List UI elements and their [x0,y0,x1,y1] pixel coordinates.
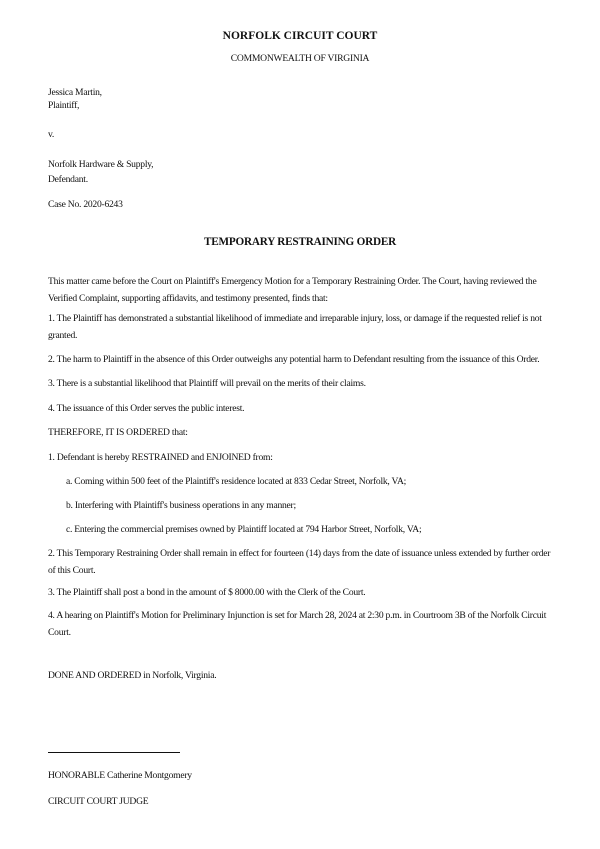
finding-2: 2. The harm to Plaintiff in the absence of this Order outweighs any potential harm to Defendant resulting from the issuance of this Order. [48,354,540,365]
done-and-ordered: DONE AND ORDERED in Norfolk, Virginia. [48,670,217,681]
signature-line [48,752,180,753]
intro-paragraph: This matter came before the Court on Plaintiff's Emergency Motion for a Temporary Restraining Order. The Court, having reviewed the Verified Complaint, supporting affidavits, and testimony presented, finds that: [48,276,537,304]
restriction-b: b. Interfering with Plaintiff's business operations in any manner; [66,500,296,511]
order-item-2: 2. This Temporary Restraining Order shall remain in effect for fourteen (14) days from the date of issuance unless extended by further order of this Court. [48,548,551,576]
order-item-4: 4. A hearing on Plaintiff's Motion for Preliminary Injunction is set for March 28, 2024 at 2:30 p.m. in Courtroom 3B of the Norfolk Circuit Court. [48,610,547,638]
order-title: TEMPORARY RESTRAINING ORDER [203,236,397,248]
court-name: NORFOLK CIRCUIT COURT [222,30,378,42]
order-item-3: 3. The Plaintiff shall post a bond in the amount of $ 8000.00 with the Clerk of the Court. [48,587,366,598]
plaintiff-role: Plaintiff, [48,100,80,111]
judge-title: CIRCUIT COURT JUDGE [48,796,149,807]
finding-3: 3. There is a substantial likelihood that Plaintiff will prevail on the merits of their claims. [48,378,366,389]
finding-4: 4. The issuance of this Order serves the public interest. [48,403,245,414]
therefore-clause: THEREFORE, IT IS ORDERED that: [48,427,188,438]
finding-1: 1. The Plaintiff has demonstrated a substantial likelihood of immediate and irreparable injury, loss, or damage if the requested relief is not granted. [48,313,542,341]
document-page [48,0,558,849]
judge-name: HONORABLE Catherine Montgomery [48,770,192,781]
jurisdiction: COMMONWEALTH OF VIRGINIA [230,53,370,64]
case-number: Case No. 2020-6243 [48,199,123,210]
restriction-a: a. Coming within 500 feet of the Plaintiff's residence located at 833 Cedar Street, Norfolk, VA; [66,476,407,487]
versus: v. [48,129,55,140]
restriction-c: c. Entering the commercial premises owned by Plaintiff located at 794 Harbor Street, Norfolk, VA; [66,524,422,535]
defendant-role: Defendant. [48,174,88,185]
defendant-name: Norfolk Hardware & Supply, [48,159,154,170]
order-item-1: 1. Defendant is hereby RESTRAINED and ENJOINED from: [48,452,273,463]
plaintiff-name: Jessica Martin, [48,87,102,98]
